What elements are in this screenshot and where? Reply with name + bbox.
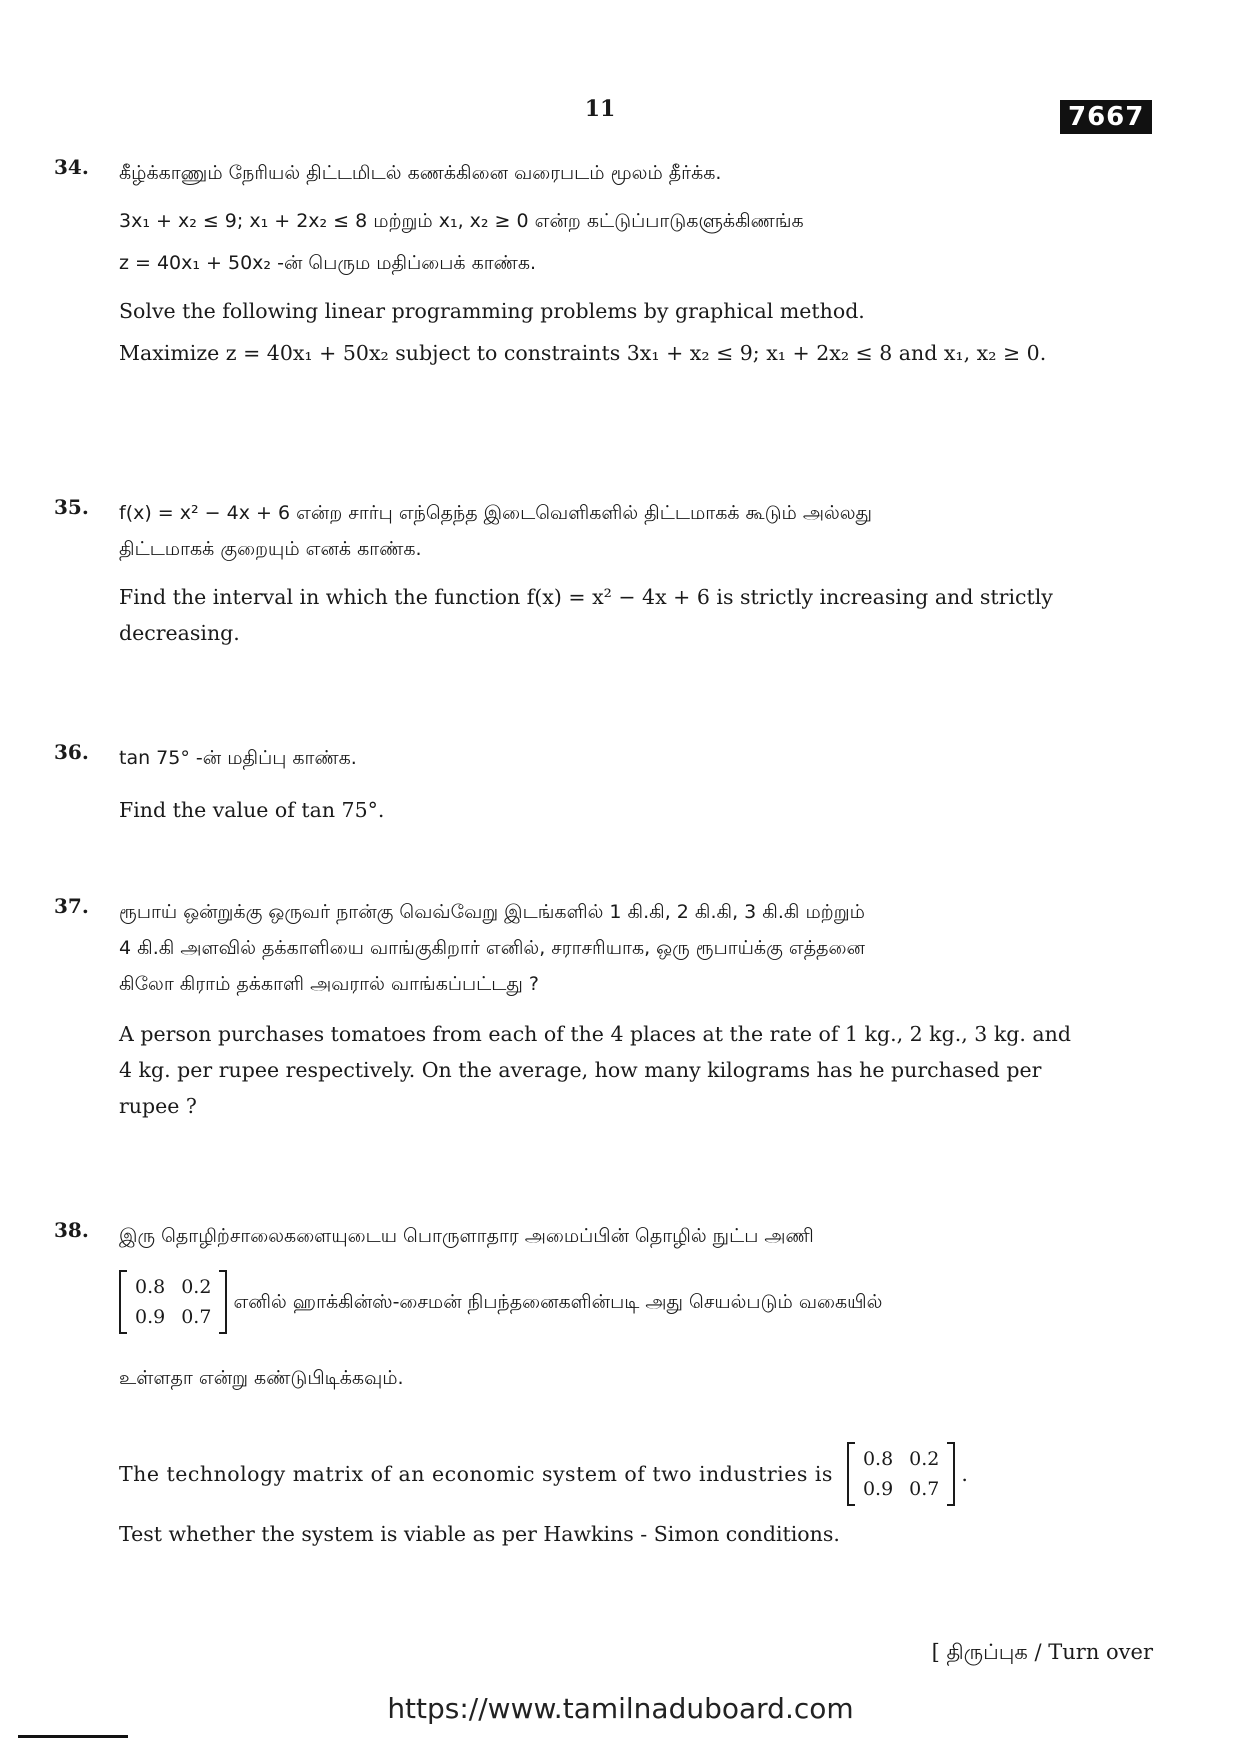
matrix-cell: 0.7: [181, 1306, 212, 1328]
question-37: [54, 894, 1110, 1124]
matrix-cell: 0.8: [862, 1448, 894, 1470]
question-34: [54, 155, 1110, 371]
paper-code-badge: 7667: [1060, 100, 1152, 134]
matrix-cell: 0.2: [181, 1276, 212, 1298]
question-english-line: Maximize z = 40x₁ + 50x₂ subject to constraints 3x₁ + x₂ ≤ 9; x₁ + 2x₂ ≤ 8 and x₁, x₂ ≥ 0.: [119, 341, 1047, 365]
question-tamil-line: tan 75° -ன் மதிப்பு காண்க.: [119, 747, 357, 769]
question-tamil-line: f(x) = x² − 4x + 6 என்ற சார்பு எந்தெந்த இடைவெளிகளில் திட்டமாகக் கூடும் அல்லது: [119, 502, 873, 524]
question-english-line: The technology matrix of an economic system of two industries is: [119, 1462, 833, 1486]
question-english-line: Find the value of tan 75°.: [119, 798, 385, 822]
matrix-cell: 0.2: [909, 1448, 940, 1470]
question-tamil-line: திட்டமாகக் குறையும் எனக் காண்க.: [119, 538, 422, 560]
turn-over-note: [ திருப்புக / Turn over: [931, 1640, 1153, 1664]
question-35: [54, 495, 1110, 651]
matrix-cell: 0.7: [909, 1478, 940, 1500]
question-tamil-line: ரூபாய் ஒன்றுக்கு ஒருவர் நான்கு வெவ்வேறு இடங்களில் 1 கி.கி, 2 கி.கி, 3 கி.கி மற்றும்: [119, 901, 865, 923]
question-english-line: rupee ?: [119, 1094, 197, 1118]
question-english-line: A person purchases tomatoes from each of the 4 places at the rate of 1 kg., 2 kg., 3 kg. and: [119, 1022, 1071, 1046]
matrix-cell: 0.8: [135, 1276, 166, 1298]
footer-url[interactable]: https://www.tamilnaduboard.com: [387, 1692, 854, 1725]
question-number: 36.: [54, 740, 89, 764]
technology-matrix: [847, 1442, 955, 1506]
question-tamil-line: உள்ளதா என்று கண்டுபிடிக்கவும்.: [119, 1367, 404, 1389]
matrix-cell: 0.9: [862, 1478, 894, 1500]
question-number: 35.: [54, 495, 89, 519]
question-tamil-line: 4 கி.கி அளவில் தக்காளியை வாங்குகிறார் எனில், சராசரியாக, ஒரு ரூபாய்க்கு எத்தனை: [119, 937, 865, 959]
question-tamil-line: கிலோ கிராம் தக்காளி அவரால் வாங்கப்பட்டது ?: [119, 973, 539, 995]
technology-matrix: [119, 1270, 227, 1334]
question-number: 38.: [54, 1218, 89, 1242]
question-36: [54, 740, 1110, 828]
question-number: 37.: [54, 894, 89, 918]
question-english-line: 4 kg. per rupee respectively. On the average, how many kilograms has he purchased per: [119, 1058, 1042, 1082]
question-tamil-line: 3x₁ + x₂ ≤ 9; x₁ + 2x₂ ≤ 8 மற்றும் x₁, x₂ ≥ 0 என்ற கட்டுப்பாடுகளுக்கிணங்க: [119, 210, 804, 232]
sentence-period: .: [961, 1462, 968, 1486]
question-tamil-line: z = 40x₁ + 50x₂ -ன் பெரும மதிப்பைக் காண்க.: [119, 252, 537, 274]
question-english-line: Find the interval in which the function f(x) = x² − 4x + 6 is strictly increasing and strictly: [119, 585, 1053, 609]
question-number: 34.: [54, 155, 89, 179]
page-number: 11: [584, 96, 616, 122]
question-tamil-line: கீழ்க்காணும் நேரியல் திட்டமிடல் கணக்கினை வரைபடம் மூலம் தீர்க்க.: [119, 162, 722, 184]
matrix-cell: 0.9: [135, 1306, 166, 1328]
question-tamil-line: இரு தொழிற்சாலைகளையுடைய பொருளாதார அமைப்பின் தொழில் நுட்ப அணி: [119, 1225, 814, 1247]
question-english-line: decreasing.: [119, 621, 240, 645]
question-tamil-line: எனில் ஹாக்கின்ஸ்-சைமன் நிபந்தனைகளின்படி அது செயல்படும் வகையில்: [233, 1291, 883, 1313]
question-english-line: Solve the following linear programming problems by graphical method.: [119, 299, 865, 323]
question-english-line: Test whether the system is viable as per Hawkins - Simon conditions.: [119, 1522, 840, 1546]
question-38: [54, 1218, 1110, 1552]
footer-divider: [18, 1735, 128, 1738]
